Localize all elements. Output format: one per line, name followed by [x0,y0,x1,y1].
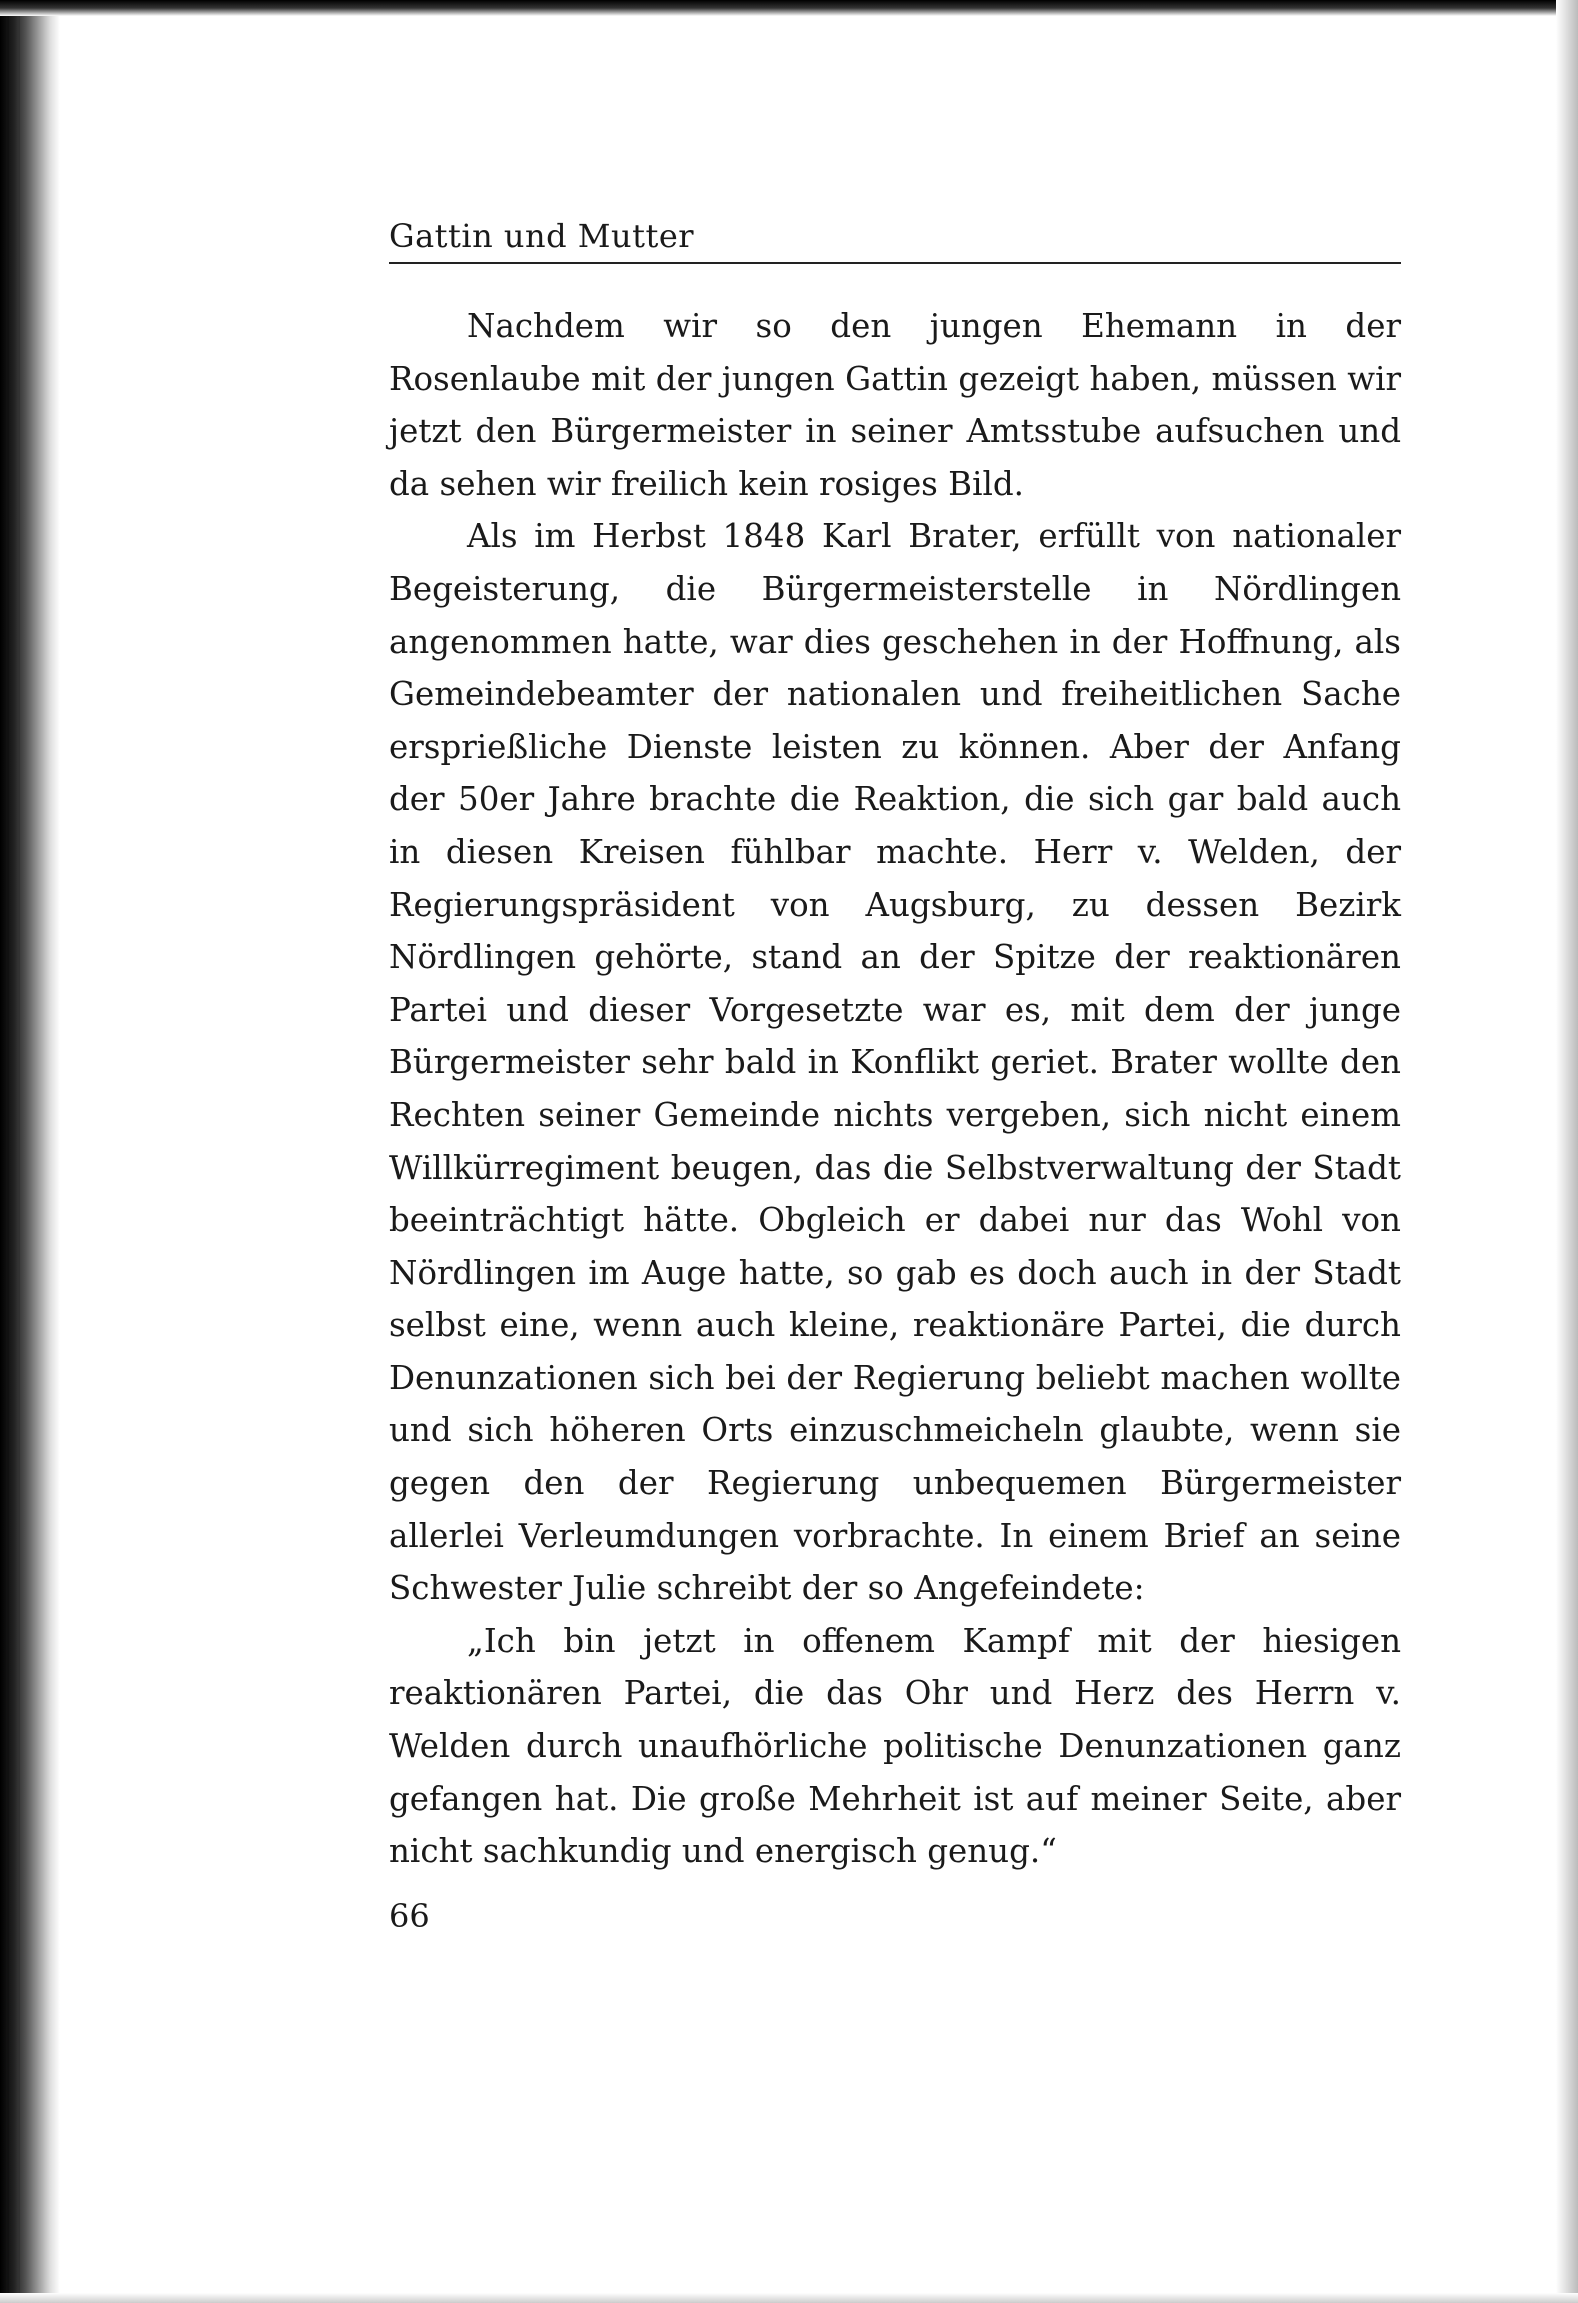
page-number: 66 [389,1897,430,1935]
page-bottom-edge [0,2293,1578,2303]
running-head: Gattin und Mutter [389,217,695,255]
page-binding-edge [0,0,60,2303]
body-text [389,300,1401,1878]
binding-shadow-stripe [18,0,20,2303]
quoted-letter: „Ich bin jetzt in offenem Kampf mit der hiesigen reaktionären Partei, die das Ohr und Herz des Herrn v. Welden durch unaufhörliche politische Denunzationen ganz gefangen hat. Die große Mehrheit ist auf meiner Seite, aber nicht sachkundig und energisch genug.“ [389,1621,1401,1871]
binding-shadow-stripe [6,0,9,2303]
page-top-edge [0,0,1578,16]
header-rule [389,262,1401,264]
paragraph: Als im Herbst 1848 Karl Brater, erfüllt von nationaler Begeisterung, die Bürgermeisterstelle in Nördlingen angenommen hatte, war dies geschehen in der Hoffnung, als Gemeindebeamter der nationalen und freiheitlichen Sache ersprießliche Dienste leisten zu können. Aber der Anfang der 50er Jahre brachte die Reaktion, die sich gar bald auch in diesen Kreisen fühlbar machte. Herr v. Welden, der Regierungspräsident von Augsburg, zu dessen Bezirk Nördlingen gehörte, stand an der Spitze der reaktionären Partei und dieser Vorgesetzte war es, mit dem der junge Bürgermeister sehr bald in Konflikt geriet. Brater wollte den Rechten seiner Gemeinde nichts vergeben, sich nicht einem Willkürregiment beugen, das die Selbstverwaltung der Stadt beeinträchtigt hätte. Obgleich er dabei nur das Wohl von Nördlingen im Auge hatte, so gab es doch auch in der Stadt selbst eine, wenn auch kleine, reaktionäre Partei, die durch Denunzationen sich bei der Regierung beliebt machen wollte und sich höheren Orts einzuschmeicheln glaubte, wenn sie gegen den der Regierung unbequemen Bürgermeister allerlei Verleumdungen vorbrachte. In einem Brief an seine Schwester Julie schreibt der so Angefeindete: [389,517,1401,1608]
page-right-edge [1556,0,1578,2303]
paragraph: Nachdem wir so den jungen Ehemann in der Rosenlaube mit der jungen Gattin gezeigt haben, müssen wir jetzt den Bürgermeister in seiner Amtsstube aufsuchen und da sehen wir freilich kein rosiges Bild. [389,307,1401,503]
